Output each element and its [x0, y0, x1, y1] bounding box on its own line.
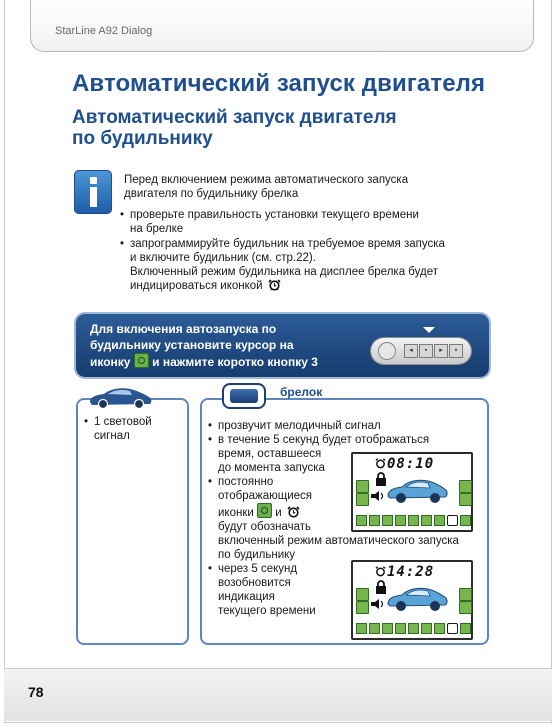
keyfob-icon	[222, 383, 266, 409]
lcd-display-countdown	[351, 452, 473, 532]
instruction-text: Для включения автозапуска по будильнику установите курсор на иконку и нажмите коротко кнопку 3	[90, 322, 318, 369]
info-icon	[74, 170, 112, 214]
intro-text: Перед включением режима автоматического запуска двигателя по будильнику брелка	[124, 174, 409, 200]
page-header	[30, 0, 534, 52]
page-number: 78	[28, 684, 44, 700]
section-title: Автоматический запуск двигателя по будильнику	[72, 107, 397, 149]
page-footer	[4, 668, 552, 721]
alarm-clock-icon	[287, 506, 300, 518]
car-icon	[386, 472, 448, 506]
car-response-list: • 1 световой сигнал	[84, 415, 184, 443]
alarm-clock-icon	[268, 279, 281, 291]
page-title: Автоматический запуск двигателя	[72, 70, 486, 97]
lcd-display-current	[351, 560, 473, 640]
car-icon	[86, 383, 154, 411]
countdown-time: 08:10	[387, 456, 435, 472]
current-time: 14:28	[387, 564, 435, 580]
alarm-cursor-icon	[134, 353, 149, 368]
alarm-clock-icon	[375, 458, 386, 469]
list-item: • проверьте правильность установки текущего времени на брелке	[120, 208, 500, 236]
prereq-list	[120, 208, 500, 294]
car-icon	[386, 580, 448, 614]
header-product: StarLine A92 Dialog	[55, 25, 153, 37]
keyfob-response-list: • прозвучит мелодичный сигнал • в течение 5 секунд будет отображаться время, оставшееся до момента запуска • постоянно отображающиеся иконки и будут обозначать включенный режим автоматического запуска по будильнику • через 5 секунд возобновится индикация текущего времени	[208, 419, 488, 618]
keyfob-label: брелок	[280, 385, 323, 399]
keyfob-icon: ◂ ▪ ▸ ▪	[371, 338, 471, 364]
speaker-icon	[371, 491, 385, 501]
alarm-clock-icon	[375, 566, 386, 577]
alarm-cursor-icon	[257, 503, 272, 518]
cursor-arrow-icon	[423, 327, 435, 333]
list-item: • запрограммируйте будильник на требуемое время запуска и включите будильник (см. стр.22). Включенный режим будильника на дисплее брелка будет индицироваться иконкой	[120, 237, 500, 293]
speaker-icon	[371, 599, 385, 609]
